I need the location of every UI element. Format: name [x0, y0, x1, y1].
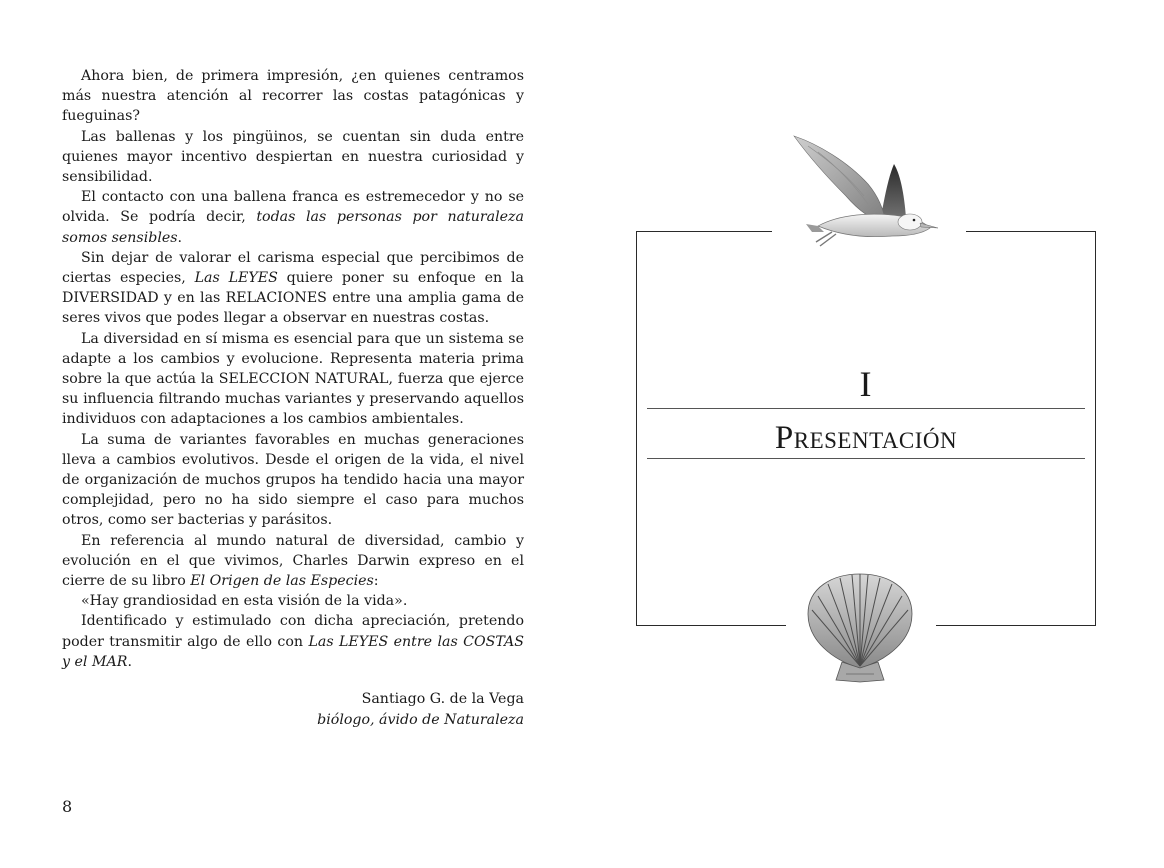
- body-paragraph: [62, 430, 524, 531]
- page-number: 8: [62, 797, 73, 816]
- frame-top-left: [636, 231, 772, 232]
- body-paragraph: [62, 248, 524, 329]
- signature: [317, 689, 524, 731]
- signature-name: Santiago G. de la Vega: [361, 691, 524, 707]
- paragraph-text: «Hay grandiosidad en esta visión de la vida».: [81, 593, 408, 610]
- scallop-shell-illustration: [802, 570, 918, 684]
- italic-text: todas las personas por naturaleza somos sensibles: [62, 209, 524, 246]
- signature-role: biólogo, ávido de Naturaleza: [317, 712, 524, 728]
- chapter-number: I: [859, 364, 873, 404]
- paragraph-text: Identificado y estimulado con dicha apreciación, pretendo poder transmitir algo de ello con: [62, 613, 524, 650]
- italic-text: Las LEYES entre las COSTAS y el MAR: [62, 633, 524, 670]
- frame-top-right: [966, 231, 1096, 232]
- frame-bottom-right: [936, 625, 1096, 626]
- body-paragraph: [62, 127, 524, 188]
- paragraph-text: La suma de variantes favorables en muchas generaciones lleva a cambios evolutivos. Desde el origen de la vida, el nivel de organización de muchos grupos ha tendido hacia una mayor complejidad, pero no ha sido siempre el caso para muchos otros, como ser bacterias y parásitos.: [62, 431, 524, 529]
- body-paragraph: [62, 187, 524, 248]
- paragraph-text: El contacto con una ballena franca es estremecedor y no se olvida. Se podría decir,: [62, 189, 524, 226]
- body-paragraph: [62, 611, 524, 672]
- paragraph-text: Ahora bien, de primera impresión, ¿en quienes centramos más nuestra atención al recorrer las costas patagónicas y fueguinas?: [62, 68, 524, 125]
- chapter-rule-bottom: [647, 458, 1085, 459]
- frame-bottom-left: [636, 625, 786, 626]
- seagull-illustration: [788, 130, 940, 254]
- body-paragraph: [62, 531, 524, 592]
- paragraph-text: :: [373, 573, 379, 590]
- paragraph-text: Sin dejar de valorar el carisma especial que percibimos de ciertas especies,: [62, 249, 524, 287]
- body-text: [62, 66, 524, 672]
- paragraph-text: Las ballenas y los pingüinos, se cuentan sin duda entre quienes mayor incentivo despiertan en nuestra curiosidad y sensibilidad.: [62, 128, 524, 186]
- chapter-rule-top: [647, 408, 1085, 409]
- body-paragraph: [62, 329, 524, 430]
- italic-text: Las LEYES: [194, 270, 278, 287]
- paragraph-text: .: [127, 653, 132, 670]
- body-paragraph: [62, 591, 524, 611]
- paragraph-text: La diversidad en sí misma es esencial para que un sistema se adapte a los cambios y evolucione. Representa materia prima sobre la que actúa la SELECCION NATURAL, fuerza que ejerce su influencia filtrando muchas variantes y preservando aquellos individuos con adaptaciones a los cambios ambientales.: [62, 330, 524, 428]
- body-paragraph: [62, 66, 524, 127]
- italic-text: El Origen de las Especies: [190, 573, 374, 590]
- paragraph-text: En referencia al mundo natural de diversidad, cambio y evolución en el que vivimos, Charles Darwin expreso en el cierre de su libro: [62, 532, 524, 590]
- paragraph-text: quiere poner su enfoque en la DIVERSIDAD y en las RELACIONES entre una amplia gama de seres vivos que podes llegar a observar en nuestras costas.: [62, 270, 525, 327]
- paragraph-text: .: [177, 229, 183, 246]
- chapter-title: Presentación: [774, 420, 958, 456]
